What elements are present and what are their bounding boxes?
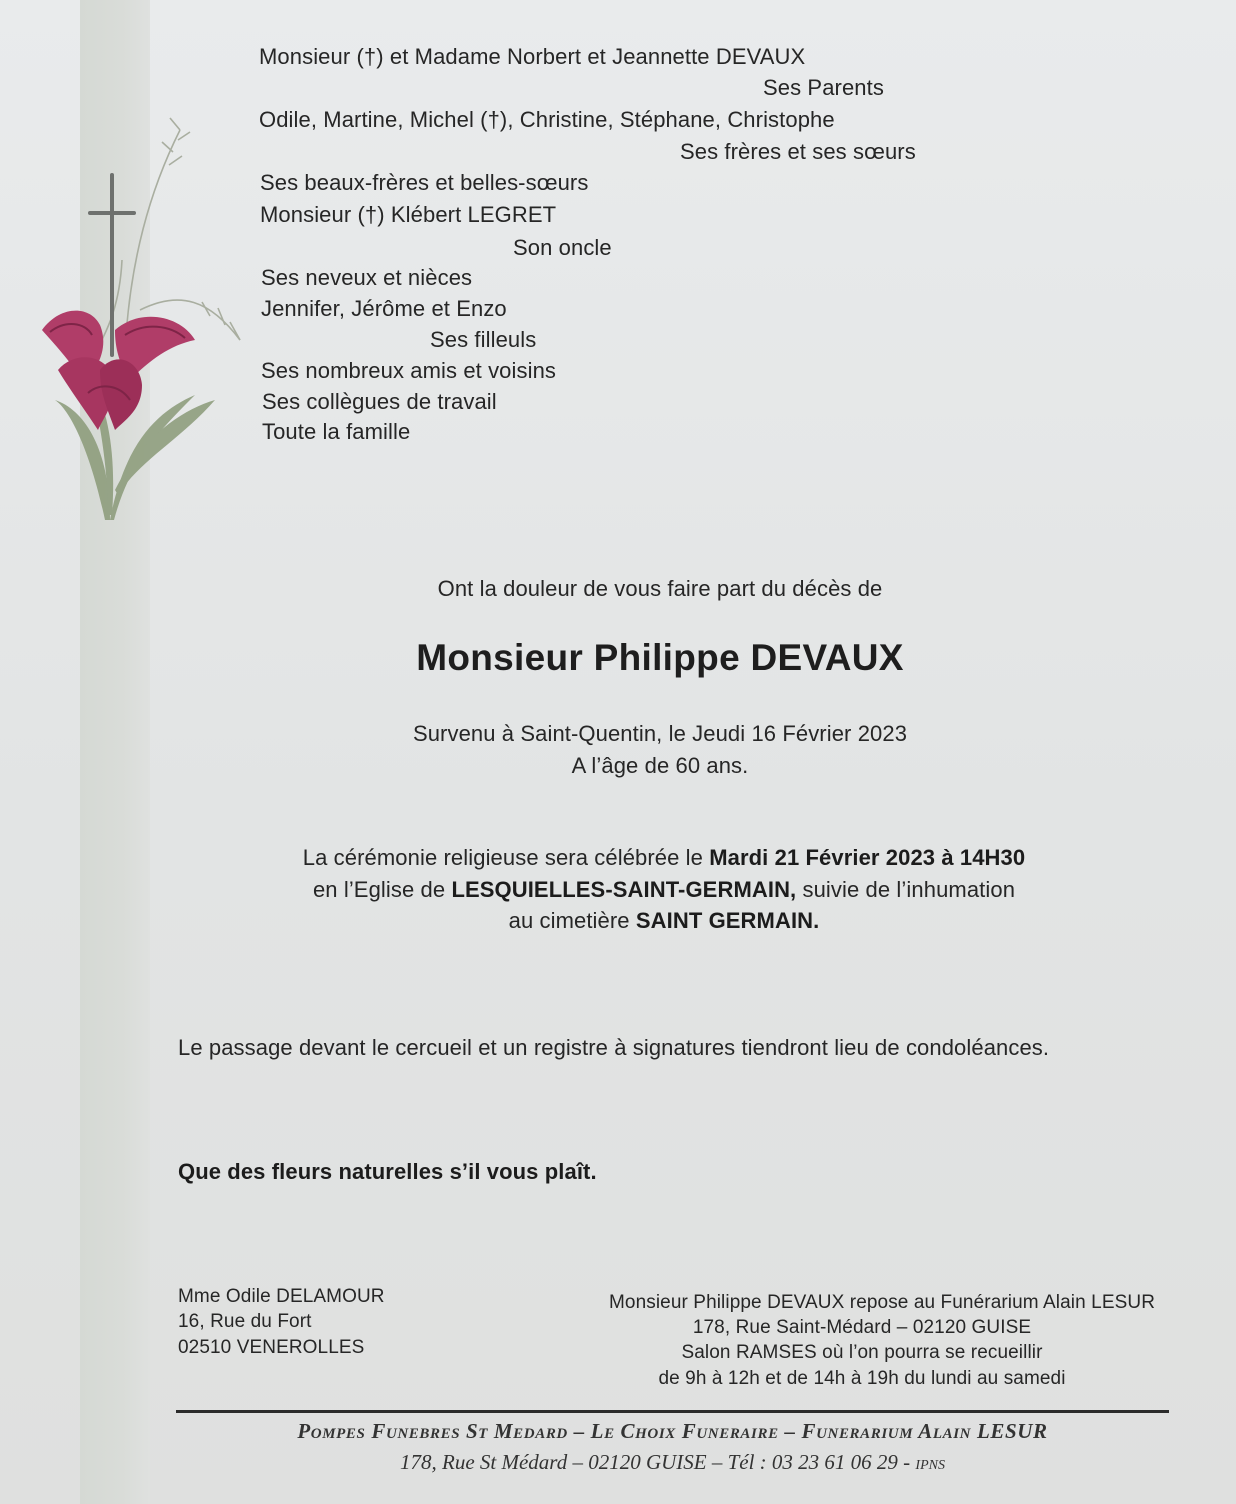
ceremony-text: La cérémonie religieuse sera célébrée le (302, 845, 710, 870)
flowers-note: Que des fleurs naturelles s’il vous plaît. (178, 1159, 597, 1184)
deceased-name: Monsieur Philippe DEVAUX (416, 637, 904, 678)
age-line: A l’âge de 60 ans. (571, 753, 749, 778)
condolences-note: Le passage devant le cercueil et un registre à signatures tiendront lieu de condoléances. (178, 1035, 1050, 1060)
contact-street: 16, Rue du Fort (178, 1311, 312, 1332)
footer-printer: IPNS (915, 1458, 945, 1473)
family-all-line: Toute la famille (262, 419, 411, 444)
parents-names: Monsieur (†) et Madame Norbert et Jeannette DEVAUX (259, 44, 806, 69)
burial-text: suivie de l’inhumation (796, 877, 1016, 902)
death-details: Survenu à Saint-Quentin, le Jeudi 16 Février 2023 (412, 721, 908, 746)
footer-company: Pompes Funebres St Medard – Le Choix Funeraire – Funerarium Alain LESUR (297, 1419, 1048, 1443)
nephews-line: Ses neveux et nièces (261, 265, 473, 290)
ceremony-date-line (260, 845, 1068, 871)
uncle-name: Monsieur (†) Klébert LEGRET (260, 202, 557, 227)
contact-city: 02510 VENEROLLES (178, 1337, 365, 1358)
godchildren-names: Jennifer, Jérôme et Enzo (261, 296, 507, 321)
funerarium-line-1: Monsieur Philippe DEVAUX repose au Funérarium Alain LESUR (608, 1292, 1156, 1313)
cemetery-prefix: au cimetière (508, 908, 636, 933)
church-prefix: en l’Eglise de (312, 877, 452, 902)
church-name: LESQUIELLES-SAINT-GERMAIN, (451, 877, 797, 902)
ceremony-cemetery-line (260, 908, 1068, 934)
announcement-intro: Ont la douleur de vous faire part du décès de (437, 576, 883, 601)
godchildren-label: Ses filleuls (430, 327, 537, 352)
siblings-label: Ses frères et ses sœurs (680, 139, 916, 164)
ceremony-church-line (260, 877, 1068, 903)
contact-name: Mme Odile DELAMOUR (178, 1286, 385, 1307)
funerarium-line-2: 178, Rue Saint-Médard – 02120 GUISE (692, 1317, 1032, 1338)
funerarium-line-3: Salon RAMSES où l’on pourra se recueillir (681, 1342, 1043, 1363)
footer-address-line (176, 1450, 1169, 1475)
cross-and-lily-illustration (30, 110, 260, 540)
colleagues-line: Ses collègues de travail (262, 389, 497, 414)
in-laws-line: Ses beaux-frères et belles-sœurs (260, 170, 589, 195)
footer-address: 178, Rue St Médard – 02120 GUISE – Tél : 03 23 61 06 29 - (400, 1450, 911, 1474)
siblings-names: Odile, Martine, Michel (†), Christine, Stéphane, Christophe (259, 107, 835, 132)
friends-line: Ses nombreux amis et voisins (261, 358, 557, 383)
funerarium-line-4: de 9h à 12h et de 14h à 19h du lundi au samedi (658, 1368, 1066, 1389)
ceremony-date: Mardi 21 Février 2023 à 14H30 (709, 845, 1026, 870)
footer-divider (176, 1410, 1169, 1413)
parents-label: Ses Parents (763, 75, 884, 100)
cemetery-name: SAINT GERMAIN. (635, 908, 820, 933)
uncle-label: Son oncle (513, 235, 612, 260)
